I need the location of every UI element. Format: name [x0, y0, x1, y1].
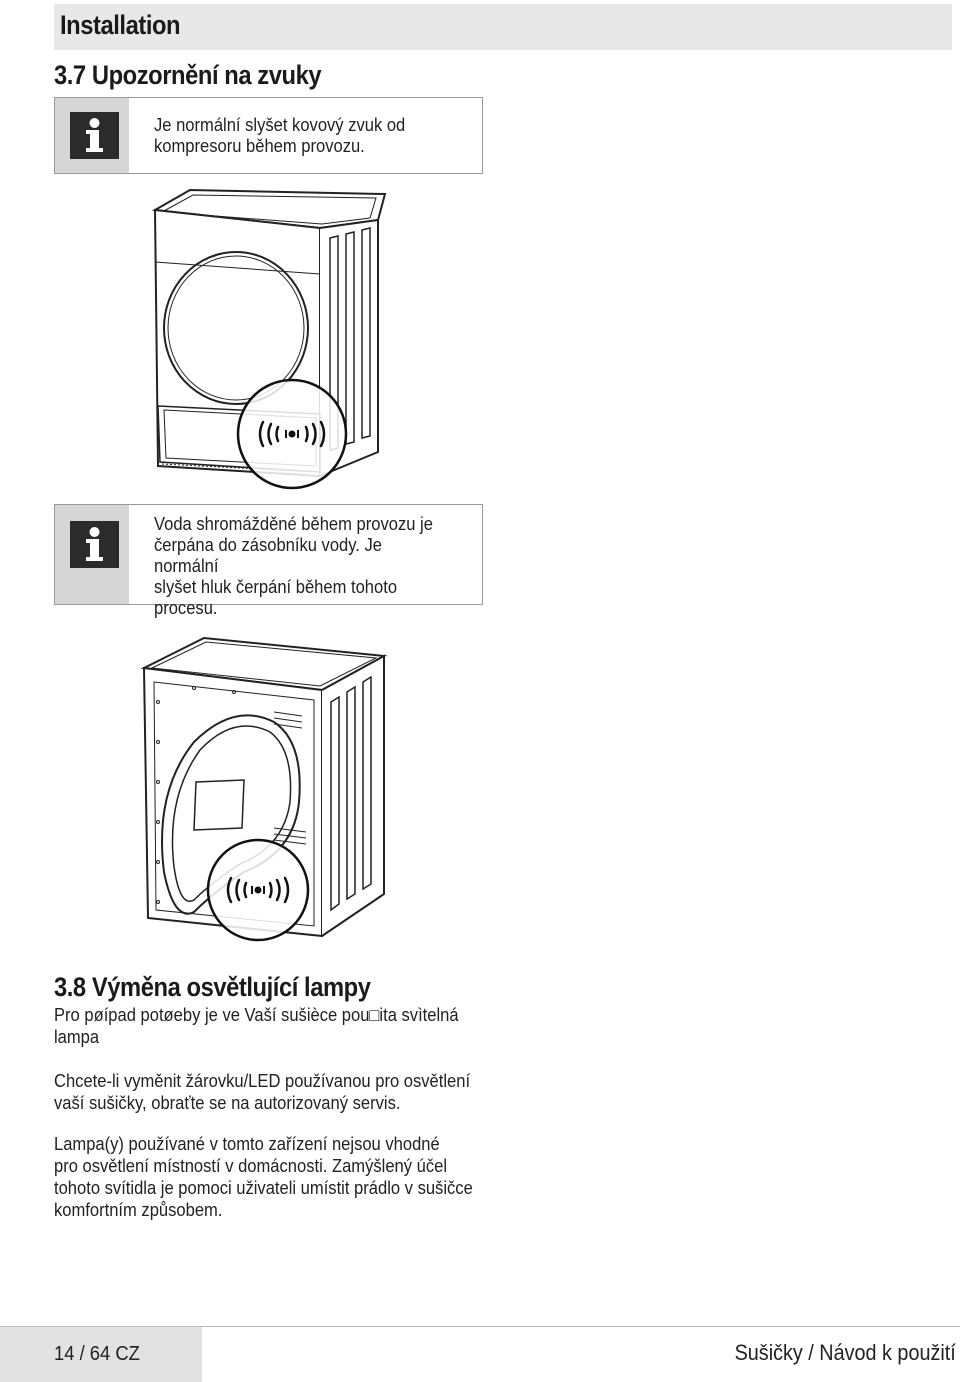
paragraph-line: Chcete-li vyměnit žárovku/LED používanou pro osvětlení	[54, 1071, 471, 1091]
footer-document-title: Sušičky / Návod k použití	[734, 1340, 956, 1365]
paragraph-line: komfortním způsobem.	[54, 1200, 223, 1220]
info-note-text	[154, 514, 447, 619]
dryer-front-illustration	[140, 180, 400, 500]
info-icon	[70, 112, 119, 159]
info-note-compressor	[54, 97, 483, 174]
dryer-back-illustration	[134, 632, 394, 944]
note-line: procesu.	[154, 598, 218, 618]
header-bar	[54, 4, 952, 50]
section-title-sounds: 3.7 Upozornění na zvuky	[54, 60, 322, 90]
paragraph-lamp-availability	[54, 1004, 486, 1048]
note-line: čerpána do zásobníku vody. Je normální	[154, 535, 383, 576]
info-icon-column	[55, 98, 129, 173]
footer-page-number: 14 / 64 CZ	[54, 1343, 140, 1365]
paragraph-line: Pro pøípad potøeby je ve Vaší sušièce pou□ita svìtelná	[54, 1005, 459, 1025]
paragraph-line: Lampa(y) používané v tomto zařízení nejsou vhodné	[54, 1134, 440, 1154]
section-title-lamp: 3.8 Výměna osvětlující lampy	[54, 972, 371, 1002]
paragraph-line: tohoto svítidla je pomoci uživateli umístit prádlo v sušičce	[54, 1178, 473, 1198]
paragraph-line: pro osvětlení místností v domácnosti. Zamýšlený účel	[54, 1156, 448, 1176]
page-header-title: Installation	[60, 10, 181, 40]
note-line: Je normální slyšet kovový zvuk od	[154, 115, 406, 135]
note-line: kompresoru během provozu.	[154, 136, 365, 156]
paragraph-line: vaší sušičky, obraťte se na autorizovaný servis.	[54, 1093, 401, 1113]
info-note-pump	[54, 504, 483, 618]
paragraph-lamp-replacement	[54, 1070, 486, 1114]
info-icon-column	[55, 505, 129, 604]
note-line: slyšet hluk čerpání během tohoto	[154, 577, 398, 597]
paragraph-lamp-purpose	[54, 1133, 486, 1221]
note-line: Voda shromážděné během provozu je	[154, 514, 433, 534]
info-note-text	[154, 115, 447, 157]
paragraph-line: lampa	[54, 1027, 100, 1047]
info-icon	[70, 521, 119, 568]
